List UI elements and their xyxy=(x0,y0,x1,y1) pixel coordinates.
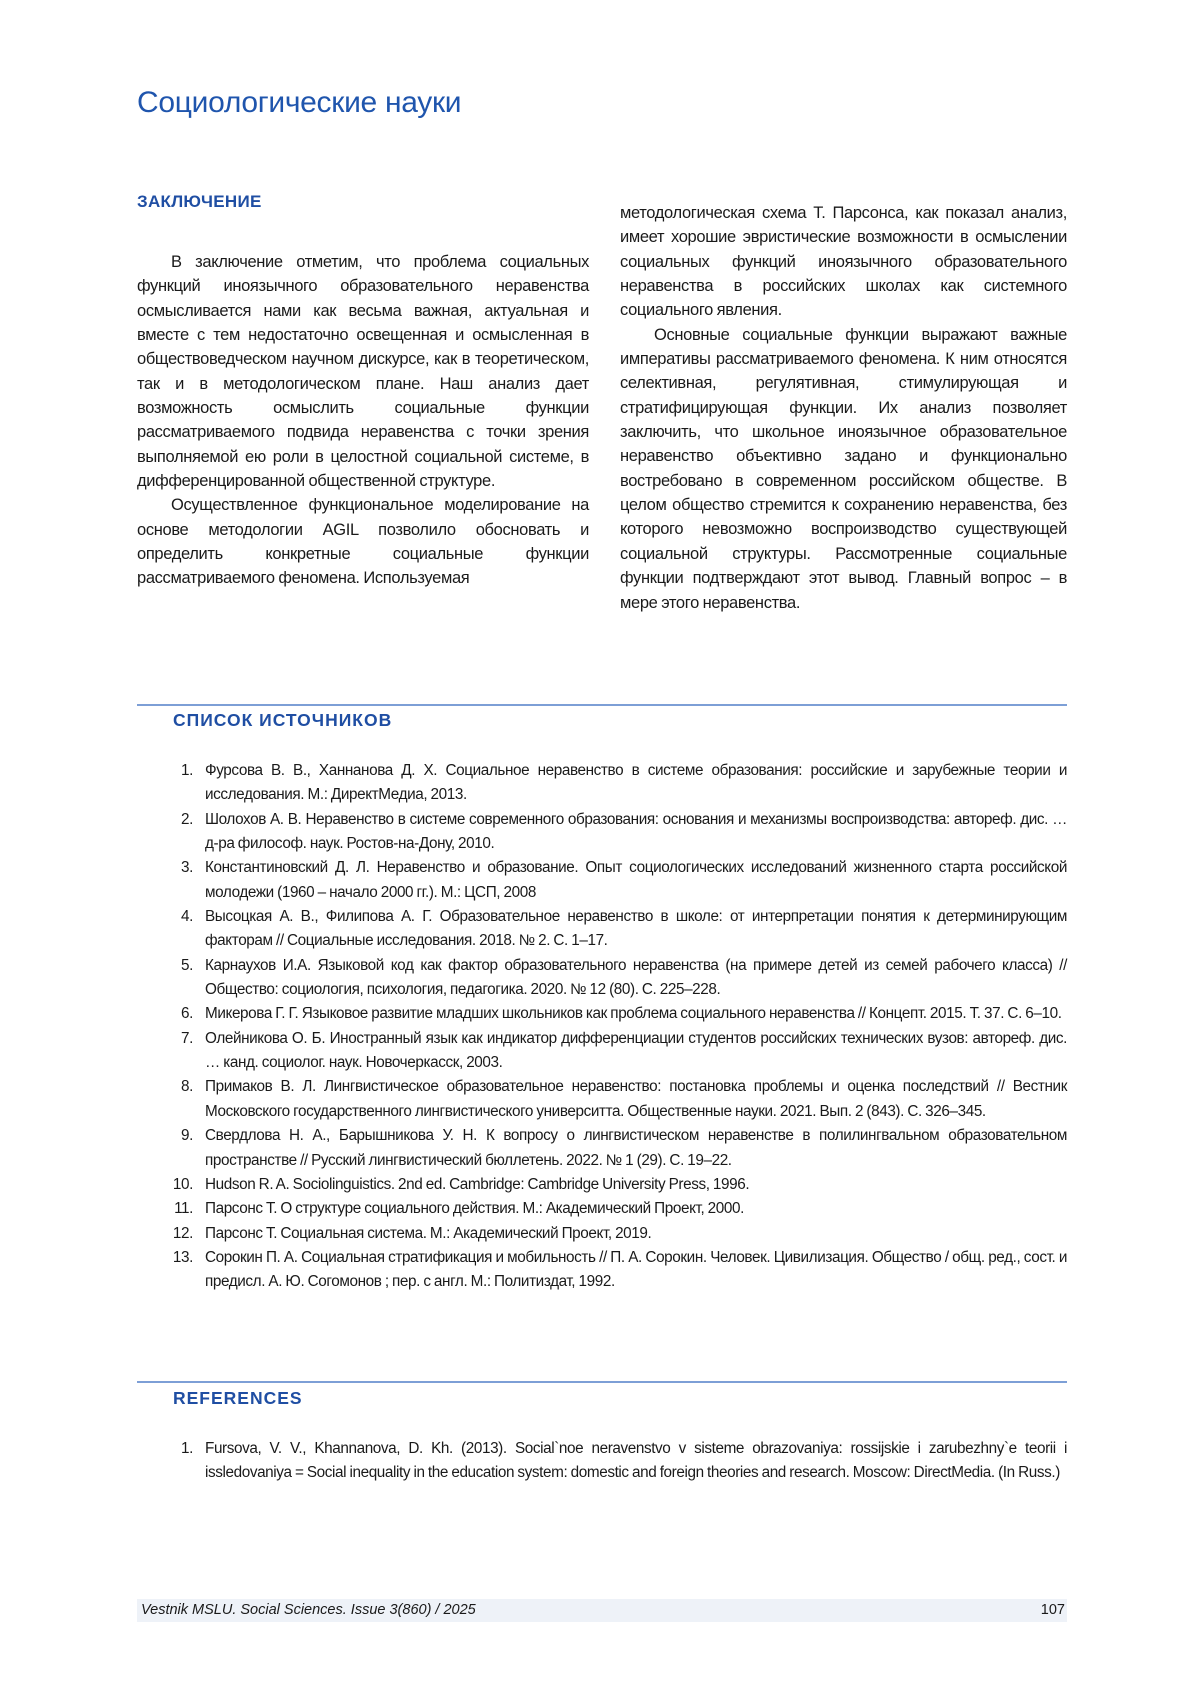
reference-text: Карнаухов И.А. Языковой код как фактор образовательного неравенства (на примере детей из семей рабочего класса) // Общество: социология, психология, педагогика. 2020. № 12 (80). С. 225–228. xyxy=(205,957,1067,998)
reference-number: 2. xyxy=(137,808,193,832)
divider xyxy=(137,1381,1067,1383)
reference-text: Константиновский Д. Л. Неравенство и образование. Опыт социологических исследований жизненного старта российской молодежи (1960 – начало 2000 гг.). М.: ЦСП, 2008 xyxy=(205,859,1067,900)
reference-number: 6. xyxy=(137,1002,193,1026)
sources-heading: СПИСОК ИСТОЧНИКОВ xyxy=(173,710,392,731)
reference-number: 11. xyxy=(137,1197,193,1221)
reference-number: 12. xyxy=(137,1222,193,1246)
reference-item xyxy=(137,954,1067,1003)
reference-item xyxy=(137,1222,1067,1246)
reference-text: Сорокин П. А. Социальная стратификация и мобильность // П. А. Сорокин. Человек. Цивилизация. Общество / общ. ред., сост. и предисл. А. Ю. Согомонов ; пер. с англ. М.: Политиздат, 1992. xyxy=(205,1249,1067,1290)
reference-text: Шолохов А. В. Неравенство в системе современного образования: основания и механизмы воспроизводства: автореф. дис. … д-ра философ. наук. Ростов-на-Дону, 2010. xyxy=(205,811,1067,852)
conclusion-heading: ЗАКЛЮЧЕНИЕ xyxy=(137,192,262,212)
reference-item xyxy=(137,1246,1067,1295)
reference-text: Hudson R. A. Sociolinguistics. 2nd ed. Cambridge: Cambridge University Press, 1996. xyxy=(205,1176,749,1193)
reference-number: 1. xyxy=(137,759,193,783)
page-footer xyxy=(137,1599,1067,1622)
reference-text: Свердлова Н. А., Барышникова У. Н. К вопросу о лингвистическом неравенстве в полилингвальном образовательном пространстве // Русский лингвистический бюллетень. 2022. № 1 (29). С. 19–22. xyxy=(205,1127,1067,1168)
reference-number: 7. xyxy=(137,1027,193,1051)
reference-text: Fursova, V. V., Khannanova, D. Kh. (2013). Social`noe neravenstvo v sisteme obrazovaniya: rossijskie i zarubezhny`e teorii i issledovaniya = Social inequality in the education system: domestic and foreign theories and research. Moscow: DirectMedia. (In Russ.) xyxy=(205,1440,1067,1481)
reference-number: 5. xyxy=(137,954,193,978)
reference-number: 9. xyxy=(137,1124,193,1148)
reference-number: 8. xyxy=(137,1075,193,1099)
reference-number: 4. xyxy=(137,905,193,929)
reference-text: Примаков В. Л. Лингвистическое образовательное неравенство: постановка проблемы и оценка последствий // Вестник Московского государственного лингвистического университта. Общественные науки. 2021. Вып. 2 (843). С. 326–345. xyxy=(205,1078,1067,1119)
references-heading: REFERENCES xyxy=(173,1388,303,1409)
reference-number: 1. xyxy=(137,1437,193,1461)
reference-item xyxy=(137,1027,1067,1076)
reference-text: Микерова Г. Г. Языковое развитие младших школьников как проблема социального неравенства // Концепт. 2015. Т. 37. С. 6–10. xyxy=(205,1005,1062,1022)
paragraph: В заключение отметим, что проблема социальных функций иноязычного образовательного неравенства осмысливается нами как весьма важная, актуальная и вместе с тем недостаточно освещенная и осмысленная в обществоведческом научном дискурсе, как в теоретическом, так и в методологическом плане. Наш анализ дает возможность осмыслить социальные функции рассматриваемого подвида неравенства с точки зрения выполняемой ею роли в целостной социальной системе, в дифференцированной общественной структуре. xyxy=(137,250,589,493)
reference-text: Высоцкая А. В., Филипова А. Г. Образовательное неравенство в школе: от интерпретации понятия к детерминирующим факторам // Социальные исследования. 2018. № 2. С. 1–17. xyxy=(205,908,1067,949)
reference-item xyxy=(137,856,1067,905)
reference-item xyxy=(137,1124,1067,1173)
page-number: 107 xyxy=(1041,1599,1065,1622)
reference-text: Олейникова О. Б. Иностранный язык как индикатор дифференциации студентов российских технических вузов: автореф. дис. … канд. социолог. наук. Новочеркасск, 2003. xyxy=(205,1030,1067,1071)
reference-number: 13. xyxy=(137,1246,193,1270)
section-title: Социологические науки xyxy=(137,86,461,120)
conclusion-left-column xyxy=(137,250,589,591)
reference-item xyxy=(137,808,1067,857)
divider xyxy=(137,704,1067,706)
reference-item xyxy=(137,759,1067,808)
reference-item xyxy=(137,1173,1067,1197)
reference-item xyxy=(137,1437,1067,1486)
reference-text: Фурсова В. В., Ханнанова Д. Х. Социальное неравенство в системе образования: российские и зарубежные теории и исследования. М.: ДиректМедиа, 2013. xyxy=(205,762,1067,803)
journal-name: Vestnik MSLU. Social Sciences. Issue 3(860) / 2025 xyxy=(141,1599,476,1622)
reference-text: Парсонс Т. Социальная система. М.: Академический Проект, 2019. xyxy=(205,1225,651,1242)
conclusion-right-column xyxy=(620,201,1067,615)
paragraph: методологическая схема Т. Парсонса, как показал анализ, имеет хорошие эвристические возможности в осмыслении социальных функций иноязычного образовательного неравенства в российских школах как системного социального явления. xyxy=(620,201,1067,323)
reference-number: 10. xyxy=(137,1173,193,1197)
reference-item xyxy=(137,1002,1067,1026)
reference-number: 3. xyxy=(137,856,193,880)
sources-list xyxy=(137,759,1067,1295)
reference-item xyxy=(137,1075,1067,1124)
reference-item xyxy=(137,905,1067,954)
references-list xyxy=(137,1437,1067,1486)
reference-item xyxy=(137,1197,1067,1221)
paragraph: Основные социальные функции выражают важные императивы рассматриваемого феномена. К ним относятся селективная, регулятивная, стимулирующая и стратифицирующая функции. Их анализ позволяет заключить, что школьное иноязычное образовательное неравенство объективно задано и функционально востребовано в современном российском обществе. В целом общество стремится к сохранению неравенства, без которого невозможно воспроизводство существующей социальной структуры. Рассмотренные социальные функции подтверждают этот вывод. Главный вопрос – в мере этого неравенства. xyxy=(620,323,1067,615)
paragraph: Осуществленное функциональное моделирование на основе методологии AGIL позволило обосновать и определить конкретные социальные функции рассматриваемого феномена. Используемая xyxy=(137,493,589,590)
reference-text: Парсонс Т. О структуре социального действия. М.: Академический Проект, 2000. xyxy=(205,1200,744,1217)
